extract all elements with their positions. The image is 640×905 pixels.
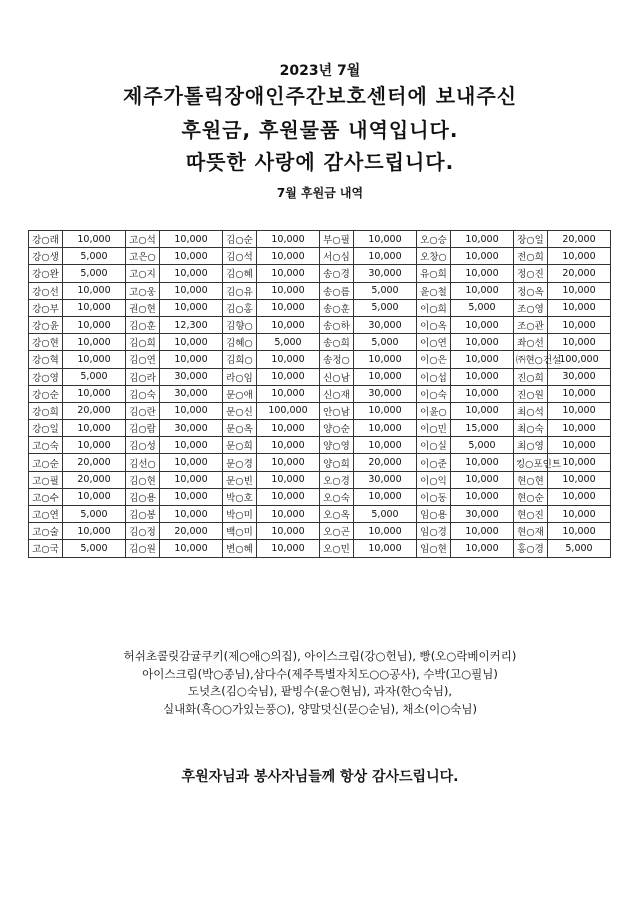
donation-amount: 5,000 bbox=[354, 299, 417, 316]
donation-amount: 5,000 bbox=[451, 299, 514, 316]
donation-amount: 30,000 bbox=[354, 316, 417, 333]
donation-amount: 10,000 bbox=[257, 385, 320, 402]
donation-amount: 10,000 bbox=[548, 402, 611, 419]
donation-amount: 10,000 bbox=[63, 316, 126, 333]
goods-line: 실내화(흑○○가있는풍○), 양말덧신(문○순님), 채소(이○숙님) bbox=[163, 701, 477, 716]
donor-name: 김선○ bbox=[126, 454, 160, 471]
table-row bbox=[29, 540, 611, 557]
donor-name: 최○석 bbox=[514, 402, 548, 419]
donor-name: 오○숙 bbox=[320, 488, 354, 505]
donation-amount: 10,000 bbox=[257, 437, 320, 454]
donation-amount: 10,000 bbox=[451, 523, 514, 540]
donation-amount: 10,000 bbox=[257, 368, 320, 385]
donation-amount: 10,000 bbox=[160, 299, 223, 316]
donation-amount: 10,000 bbox=[63, 351, 126, 368]
donation-amount: 30,000 bbox=[160, 368, 223, 385]
donation-amount: 30,000 bbox=[354, 265, 417, 282]
donation-amount: 10,000 bbox=[257, 351, 320, 368]
table-row bbox=[29, 282, 611, 299]
donation-amount: 30,000 bbox=[354, 385, 417, 402]
donor-name: 진○희 bbox=[514, 368, 548, 385]
donor-name: 최○숙 bbox=[514, 420, 548, 437]
table-row bbox=[29, 368, 611, 385]
table-row bbox=[29, 454, 611, 471]
donor-name: 오○곤 bbox=[320, 523, 354, 540]
donation-amount: 10,000 bbox=[257, 488, 320, 505]
donation-amount: 5,000 bbox=[63, 368, 126, 385]
donation-amount: 10,000 bbox=[354, 420, 417, 437]
table-row bbox=[29, 471, 611, 488]
donor-name: 고○국 bbox=[29, 540, 63, 557]
donation-amount: 10,000 bbox=[160, 265, 223, 282]
donation-amount: 5,000 bbox=[63, 540, 126, 557]
title-line-2: 후원금, 후원물품 내역입니다. bbox=[181, 118, 459, 142]
title-line-1: 제주가톨릭장애인주간보호센터에 보내주신 bbox=[122, 84, 518, 108]
table-row bbox=[29, 420, 611, 437]
donor-name: 고○숙 bbox=[29, 437, 63, 454]
donor-name: 이○숙 bbox=[417, 385, 451, 402]
donor-name: 강○선 bbox=[29, 282, 63, 299]
donation-amount: 10,000 bbox=[354, 248, 417, 265]
donation-amount: 10,000 bbox=[451, 368, 514, 385]
donor-name: 김○현 bbox=[126, 471, 160, 488]
donation-amount: 10,000 bbox=[63, 282, 126, 299]
donation-amount: 10,000 bbox=[451, 334, 514, 351]
donation-amount: 10,000 bbox=[548, 282, 611, 299]
donation-amount: 10,000 bbox=[160, 351, 223, 368]
donation-amount: 30,000 bbox=[451, 506, 514, 523]
donor-name: 김○라 bbox=[126, 368, 160, 385]
table-row bbox=[29, 334, 611, 351]
donation-amount: 10,000 bbox=[548, 471, 611, 488]
donation-amount: 10,000 bbox=[548, 385, 611, 402]
donor-name: 백○미 bbox=[223, 523, 257, 540]
donor-name: 강○영 bbox=[29, 368, 63, 385]
donation-amount: 5,000 bbox=[257, 334, 320, 351]
donor-name: 유○희 bbox=[417, 265, 451, 282]
donation-amount: 5,000 bbox=[354, 506, 417, 523]
donor-name: 송○희 bbox=[320, 334, 354, 351]
goods-list bbox=[0, 648, 640, 718]
donor-name: 고○필 bbox=[29, 471, 63, 488]
donor-name: 고○지 bbox=[126, 265, 160, 282]
donor-name: 양○영 bbox=[320, 437, 354, 454]
donation-amount: 10,000 bbox=[257, 231, 320, 248]
donor-name: 박○미 bbox=[223, 506, 257, 523]
donor-name: 송○훈 bbox=[320, 299, 354, 316]
donation-amount: 10,000 bbox=[63, 420, 126, 437]
donor-name: 김○란 bbox=[126, 402, 160, 419]
donation-amount: 10,000 bbox=[257, 506, 320, 523]
donation-amount: 5,000 bbox=[354, 334, 417, 351]
donor-name: 좌○선 bbox=[514, 334, 548, 351]
donor-name: 강○희 bbox=[29, 402, 63, 419]
donation-amount: 10,000 bbox=[354, 368, 417, 385]
donor-name: 송정○ bbox=[320, 351, 354, 368]
donor-name: 강○완 bbox=[29, 265, 63, 282]
donation-amount: 100,000 bbox=[257, 402, 320, 419]
donor-name: 김○유 bbox=[223, 282, 257, 299]
donation-amount: 10,000 bbox=[63, 437, 126, 454]
donation-amount: 10,000 bbox=[451, 282, 514, 299]
donation-table bbox=[28, 230, 611, 558]
donor-name: 문○빈 bbox=[223, 471, 257, 488]
donation-amount: 10,000 bbox=[257, 316, 320, 333]
goods-line: 허쉬초콜릿감귤쿠키(제○애○의집), 아이스크림(강○헌님), 빵(오○락베이커리) bbox=[123, 649, 517, 663]
donation-amount: 10,000 bbox=[548, 420, 611, 437]
donor-name: 이○희 bbox=[417, 299, 451, 316]
donor-name: 김○숙 bbox=[126, 385, 160, 402]
donor-name: 송○경 bbox=[320, 265, 354, 282]
table-row bbox=[29, 351, 611, 368]
donation-amount: 10,000 bbox=[354, 488, 417, 505]
donation-amount: 5,000 bbox=[63, 248, 126, 265]
donation-amount: 10,000 bbox=[160, 248, 223, 265]
donor-name: 현○현 bbox=[514, 471, 548, 488]
donor-name: 김○용 bbox=[126, 488, 160, 505]
donation-amount: 10,000 bbox=[257, 471, 320, 488]
donor-name: 김향○ bbox=[223, 316, 257, 333]
table-row bbox=[29, 231, 611, 248]
donor-name: 킹○포인트 bbox=[514, 454, 548, 471]
closing-message: 후원자님과 봉사자님들께 항상 감사드립니다. bbox=[181, 769, 459, 785]
donation-amount: 10,000 bbox=[63, 299, 126, 316]
donor-name: 고○석 bbox=[126, 231, 160, 248]
donor-name: 정○옥 bbox=[514, 282, 548, 299]
donor-name: 강○윤 bbox=[29, 316, 63, 333]
donor-name: 임○현 bbox=[417, 540, 451, 557]
donation-amount: 20,000 bbox=[160, 523, 223, 540]
donation-amount: 10,000 bbox=[160, 540, 223, 557]
donation-amount: 5,000 bbox=[354, 282, 417, 299]
donor-name: 문○신 bbox=[223, 402, 257, 419]
donation-amount: 10,000 bbox=[257, 420, 320, 437]
donor-name: 김○홍 bbox=[223, 299, 257, 316]
donation-amount: 10,000 bbox=[451, 351, 514, 368]
donation-amount: 30,000 bbox=[160, 385, 223, 402]
donation-amount: 10,000 bbox=[63, 231, 126, 248]
donor-name: 서○심 bbox=[320, 248, 354, 265]
donor-name: 강○일 bbox=[29, 420, 63, 437]
donation-amount: 10,000 bbox=[160, 282, 223, 299]
donation-amount: 10,000 bbox=[354, 231, 417, 248]
donation-amount: 10,000 bbox=[548, 506, 611, 523]
donation-amount: 20,000 bbox=[63, 402, 126, 419]
donor-name: 오○옥 bbox=[320, 506, 354, 523]
donor-name: 고○연 bbox=[29, 506, 63, 523]
donor-name: 이○민 bbox=[417, 420, 451, 437]
table-row bbox=[29, 506, 611, 523]
donation-amount: 10,000 bbox=[451, 540, 514, 557]
donor-name: 안○남 bbox=[320, 402, 354, 419]
donation-amount: 10,000 bbox=[257, 248, 320, 265]
donor-name: 이○익 bbox=[417, 471, 451, 488]
donation-amount: 30,000 bbox=[160, 420, 223, 437]
donor-name: 현○재 bbox=[514, 523, 548, 540]
donation-amount: 10,000 bbox=[160, 471, 223, 488]
donation-amount: 10,000 bbox=[257, 265, 320, 282]
donor-name: 김희○ bbox=[223, 351, 257, 368]
donor-name: 고은○ bbox=[126, 248, 160, 265]
donation-amount: 10,000 bbox=[160, 402, 223, 419]
donation-amount: 10,000 bbox=[160, 334, 223, 351]
donation-amount: 10,000 bbox=[548, 316, 611, 333]
donation-amount: 10,000 bbox=[451, 488, 514, 505]
donation-amount: 10,000 bbox=[548, 488, 611, 505]
donor-name: 강○현 bbox=[29, 334, 63, 351]
table-row bbox=[29, 402, 611, 419]
donor-name: 오○민 bbox=[320, 540, 354, 557]
title-line-3: 따뜻한 사랑에 감사드립니다. bbox=[185, 150, 455, 174]
donation-amount: 10,000 bbox=[548, 523, 611, 540]
goods-line: 도넛츠(김○숙님), 팥빙수(윤○현님), 과자(한○숙님), bbox=[187, 684, 453, 698]
donation-amount: 10,000 bbox=[257, 299, 320, 316]
donor-name: 고○순 bbox=[29, 454, 63, 471]
table-row bbox=[29, 488, 611, 505]
donor-name: 부○필 bbox=[320, 231, 354, 248]
donation-amount: 20,000 bbox=[63, 471, 126, 488]
donation-amount: 5,000 bbox=[451, 437, 514, 454]
donation-amount: 10,000 bbox=[548, 454, 611, 471]
donor-name: 송○하 bbox=[320, 316, 354, 333]
donation-amount: 10,000 bbox=[548, 299, 611, 316]
donation-amount: 10,000 bbox=[160, 454, 223, 471]
donor-name: 김○연 bbox=[126, 351, 160, 368]
donor-name: 홍○경 bbox=[514, 540, 548, 557]
donation-amount: 10,000 bbox=[257, 540, 320, 557]
donation-amount: 30,000 bbox=[548, 368, 611, 385]
donation-amount: 10,000 bbox=[257, 523, 320, 540]
donation-amount: 10,000 bbox=[63, 523, 126, 540]
donation-amount: 20,000 bbox=[548, 265, 611, 282]
donation-amount: 10,000 bbox=[451, 265, 514, 282]
donor-name: 임○경 bbox=[417, 523, 451, 540]
donation-amount: 10,000 bbox=[451, 316, 514, 333]
donor-name: 고○수 bbox=[29, 488, 63, 505]
donation-amount: 10,000 bbox=[63, 385, 126, 402]
table-row bbox=[29, 248, 611, 265]
donor-name: ㈜현○건설 bbox=[514, 351, 548, 368]
donor-name: 박○호 bbox=[223, 488, 257, 505]
donor-name: 이○연 bbox=[417, 334, 451, 351]
donation-amount: 10,000 bbox=[354, 540, 417, 557]
donor-name: 김○성 bbox=[126, 437, 160, 454]
donor-name: 라○임 bbox=[223, 368, 257, 385]
donor-name: 진○원 bbox=[514, 385, 548, 402]
donor-name: 오○경 bbox=[320, 471, 354, 488]
donation-amount: 10,000 bbox=[354, 437, 417, 454]
table-row bbox=[29, 265, 611, 282]
donor-name: 양○희 bbox=[320, 454, 354, 471]
donor-name: 김○석 bbox=[223, 248, 257, 265]
donor-name: 김○정 bbox=[126, 523, 160, 540]
donation-amount: 5,000 bbox=[548, 540, 611, 557]
donation-amount: 10,000 bbox=[354, 523, 417, 540]
donation-amount: 10,000 bbox=[63, 334, 126, 351]
donor-name: 변○혜 bbox=[223, 540, 257, 557]
donor-name: 정○진 bbox=[514, 265, 548, 282]
donation-amount: 10,000 bbox=[160, 488, 223, 505]
donor-name: 조○관 bbox=[514, 316, 548, 333]
donation-amount: 20,000 bbox=[354, 454, 417, 471]
donor-name: 이○실 bbox=[417, 437, 451, 454]
donor-name: 김○원 bbox=[126, 540, 160, 557]
donor-name: 권○현 bbox=[126, 299, 160, 316]
donation-amount: 10,000 bbox=[257, 454, 320, 471]
donor-name: 오창○ bbox=[417, 248, 451, 265]
donation-amount: 10,000 bbox=[451, 471, 514, 488]
donation-amount: 10,000 bbox=[160, 506, 223, 523]
table-row bbox=[29, 316, 611, 333]
table-row bbox=[29, 437, 611, 454]
donor-name: 조○영 bbox=[514, 299, 548, 316]
donor-name: 신○재 bbox=[320, 385, 354, 402]
donor-name: 현○순 bbox=[514, 488, 548, 505]
donor-name: 김○훈 bbox=[126, 316, 160, 333]
year-month-heading: 2023년 7월 bbox=[279, 63, 361, 79]
donor-name: 강○생 bbox=[29, 248, 63, 265]
donor-name: 양○순 bbox=[320, 420, 354, 437]
donor-name: 최○영 bbox=[514, 437, 548, 454]
donation-amount: 20,000 bbox=[63, 454, 126, 471]
donation-amount: 10,000 bbox=[451, 231, 514, 248]
donation-amount: 10,000 bbox=[451, 385, 514, 402]
donation-subtitle: 7월 후원금 내역 bbox=[276, 186, 364, 200]
donor-name: 김○혜 bbox=[223, 265, 257, 282]
donor-name: 이○섭 bbox=[417, 368, 451, 385]
donation-amount: 10,000 bbox=[160, 437, 223, 454]
donor-name: 이○동 bbox=[417, 488, 451, 505]
donor-name: 윤○철 bbox=[417, 282, 451, 299]
donor-name: 이○은 bbox=[417, 351, 451, 368]
donor-name: 고○웅 bbox=[126, 282, 160, 299]
donor-name: 임○용 bbox=[417, 506, 451, 523]
donation-amount: 10,000 bbox=[548, 334, 611, 351]
donation-amount: 10,000 bbox=[63, 488, 126, 505]
donor-name: 김○봉 bbox=[126, 506, 160, 523]
donor-name: 전○희 bbox=[514, 248, 548, 265]
donor-name: 이○준 bbox=[417, 454, 451, 471]
donor-name: 김○순 bbox=[223, 231, 257, 248]
donor-name: 현○진 bbox=[514, 506, 548, 523]
table-row bbox=[29, 523, 611, 540]
donation-amount: 5,000 bbox=[63, 506, 126, 523]
donor-name: 이윤○ bbox=[417, 402, 451, 419]
donor-name: 문○경 bbox=[223, 454, 257, 471]
donation-amount: 20,000 bbox=[548, 231, 611, 248]
donation-amount: 10,000 bbox=[451, 454, 514, 471]
donor-name: 문○옥 bbox=[223, 420, 257, 437]
donation-amount: 10,000 bbox=[160, 231, 223, 248]
donor-name: 이○옥 bbox=[417, 316, 451, 333]
donor-name: 오○승 bbox=[417, 231, 451, 248]
donor-name: 고○술 bbox=[29, 523, 63, 540]
table-row bbox=[29, 299, 611, 316]
donor-name: 강○부 bbox=[29, 299, 63, 316]
donation-amount: 12,300 bbox=[160, 316, 223, 333]
donor-name: 문○희 bbox=[223, 437, 257, 454]
table-row bbox=[29, 385, 611, 402]
donor-name: 신○남 bbox=[320, 368, 354, 385]
donor-name: 장○일 bbox=[514, 231, 548, 248]
donation-amount: 10,000 bbox=[451, 402, 514, 419]
donation-amount: 100,000 bbox=[548, 351, 611, 368]
goods-line: 아이스크림(박○종님),삼다수(제주특별자치도○○공사), 수박(고○필님) bbox=[142, 666, 498, 681]
donation-amount: 30,000 bbox=[354, 471, 417, 488]
donation-amount: 10,000 bbox=[548, 437, 611, 454]
donor-name: 김○람 bbox=[126, 420, 160, 437]
donor-name: 강○래 bbox=[29, 231, 63, 248]
donation-amount: 10,000 bbox=[257, 282, 320, 299]
donor-name: 강○순 bbox=[29, 385, 63, 402]
donation-amount: 10,000 bbox=[354, 351, 417, 368]
donor-name: 송○름 bbox=[320, 282, 354, 299]
donation-amount: 10,000 bbox=[548, 248, 611, 265]
donor-name: 문○애 bbox=[223, 385, 257, 402]
donor-name: 강○혁 bbox=[29, 351, 63, 368]
donation-amount: 15,000 bbox=[451, 420, 514, 437]
donation-amount: 5,000 bbox=[63, 265, 126, 282]
donation-amount: 10,000 bbox=[354, 402, 417, 419]
donor-name: 김○희 bbox=[126, 334, 160, 351]
donation-amount: 10,000 bbox=[451, 248, 514, 265]
donor-name: 김혜○ bbox=[223, 334, 257, 351]
